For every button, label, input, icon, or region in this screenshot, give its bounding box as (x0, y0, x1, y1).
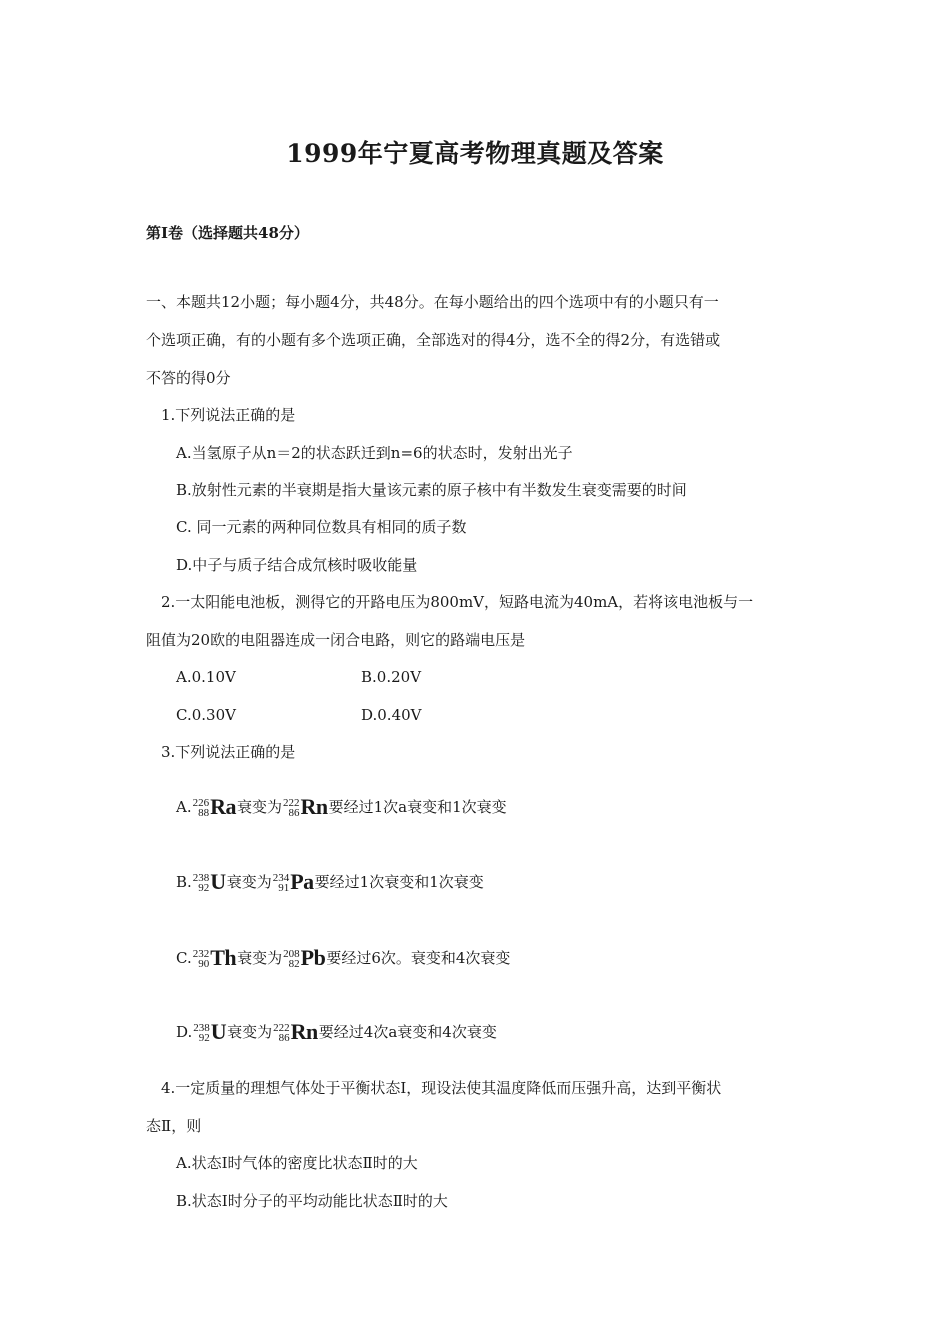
question-3-option-c (176, 947, 510, 969)
atomic-number: 88 (198, 807, 210, 819)
element-symbol: Th (210, 945, 237, 970)
element-symbol: Pb (300, 945, 326, 970)
question-1-option-d: D.中子与质子结合成氘核时吸收能量 (176, 556, 418, 574)
mass-number: 234 (272, 872, 290, 884)
option-tail: 要经过1次衰变和1次衰变 (314, 873, 484, 891)
decay-verb: 衰变为 (227, 1023, 273, 1041)
question-1-stem: 1.下列说法正确的是 (161, 406, 296, 424)
section-heading: 第Ⅰ卷（选择题共48分） (146, 224, 309, 242)
element-symbol: Rn (290, 1019, 318, 1044)
mass-number: 222 (283, 797, 300, 809)
atomic-number: 92 (198, 882, 210, 894)
mass-number: 208 (283, 948, 300, 960)
decay-verb: 衰变为 (237, 798, 283, 816)
nuclide-to (273, 1021, 318, 1043)
nuclide-from (193, 871, 226, 893)
atomic-number: 91 (278, 882, 290, 894)
question-4-stem-line-2: 态Ⅱ，则 (146, 1117, 202, 1135)
nuclide-to (283, 947, 325, 969)
element-symbol: Ra (210, 794, 236, 819)
question-3-stem: 3.下列说法正确的是 (161, 743, 296, 761)
question-3-option-a (176, 796, 507, 818)
question-1-option-b: B.放射性元素的半衰期是指大量该元素的原子核中有半数发生衰变需要的时间 (176, 481, 687, 499)
question-2-option-c: C.0.30V (176, 706, 236, 724)
atomic-number: 86 (278, 1032, 290, 1044)
instruction-line-2: 个选项正确，有的小题有多个选项正确，全部选对的得4分，选不全的得2分，有选错或 (146, 331, 721, 349)
atomic-number: 82 (288, 958, 300, 970)
mass-number: 222 (273, 1022, 290, 1034)
element-symbol: Rn (300, 794, 328, 819)
mass-number: 232 (192, 948, 210, 960)
question-3-option-b (176, 871, 484, 893)
nuclide-from (193, 1021, 226, 1043)
atomic-number: 86 (288, 807, 300, 819)
atomic-number: 92 (198, 1032, 210, 1044)
decay-verb: 衰变为 (237, 949, 283, 967)
decay-verb: 衰变为 (226, 873, 272, 891)
mass-number: 238 (192, 872, 210, 884)
option-tail: 要经过6次。衰变和4次衰变 (326, 949, 511, 967)
question-1-option-c: C. 同一元素的两种同位数具有相同的质子数 (176, 518, 467, 536)
option-label: C. (176, 949, 192, 967)
option-label: B. (176, 873, 192, 891)
element-symbol: Pa (290, 869, 314, 894)
question-2-stem-line-2: 阻值为20欧的电阻器连成一闭合电路，则它的路端电压是 (146, 631, 526, 649)
question-4-option-a: A.状态Ⅰ时气体的密度比状态Ⅱ时的大 (176, 1154, 418, 1172)
nuclide-to (283, 796, 328, 818)
element-symbol: U (210, 1019, 227, 1044)
question-4-stem-line-1: 4.一定质量的理想气体处于平衡状态Ⅰ，现设法使其温度降低而压强升高，达到平衡状 (161, 1079, 722, 1097)
mass-number: 238 (193, 1022, 210, 1034)
question-2-option-b: B.0.20V (361, 668, 422, 686)
question-4-option-b: B.状态Ⅰ时分子的平均动能比状态Ⅱ时的大 (176, 1192, 448, 1210)
option-tail: 要经过1次a衰变和1次衰变 (328, 798, 507, 816)
question-1-option-a: A.当氢原子从n＝2的状态跃迁到n=6的状态时，发射出光子 (176, 444, 573, 462)
option-label: A. (176, 798, 192, 816)
question-3-option-d (176, 1021, 497, 1043)
mass-number: 226 (192, 797, 210, 809)
page-title: 1999年宁夏高考物理真题及答案 (286, 139, 664, 168)
instruction-line-3: 不答的得0分 (146, 369, 231, 387)
question-2-option-d: D.0.40V (361, 706, 422, 724)
nuclide-to (273, 871, 314, 893)
option-label: D. (176, 1023, 193, 1041)
nuclide-from (193, 796, 236, 818)
instruction-line-1: 一、本题共12小题；每小题4分，共48分。在每小题给出的四个选项中有的小题只有一 (146, 293, 719, 311)
nuclide-from (193, 947, 236, 969)
question-2-option-a: A.0.10V (176, 668, 236, 686)
element-symbol: U (210, 869, 226, 894)
atomic-number: 90 (198, 958, 210, 970)
option-tail: 要经过4次a衰变和4次衰变 (318, 1023, 497, 1041)
question-2-stem-line-1: 2.一太阳能电池板，测得它的开路电压为800mV，短路电流为40mA，若将该电池板与一 (161, 593, 754, 611)
